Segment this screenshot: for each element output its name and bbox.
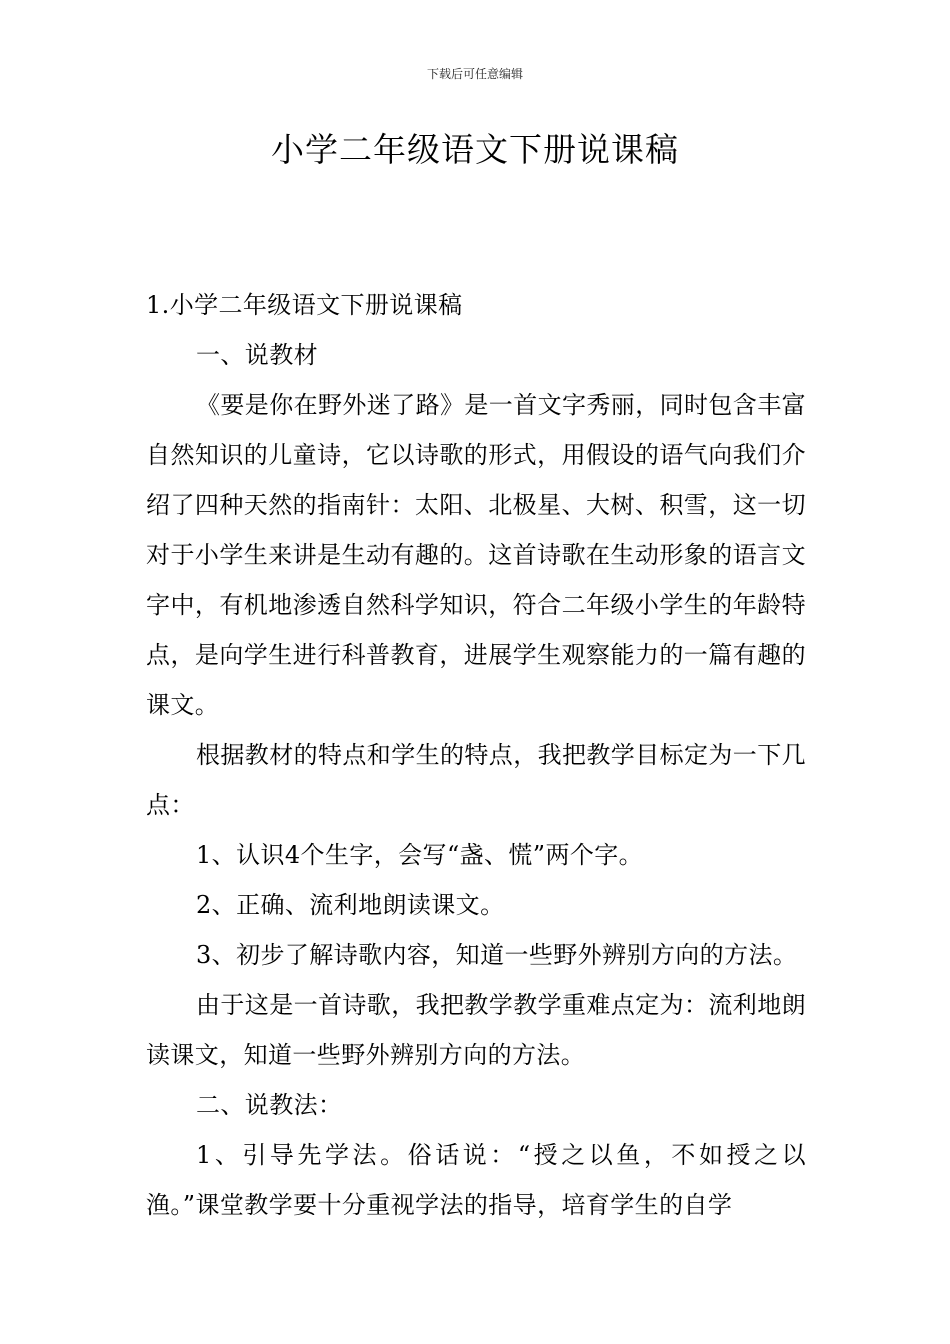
section-heading: 1.小学二年级语文下册说课稿 bbox=[146, 291, 463, 319]
list-item: 2、正确、流利地朗读课文。 bbox=[196, 891, 505, 919]
list-item: 1、认识4个生字，会写“盏、慌”两个字。 bbox=[196, 841, 644, 869]
document-body bbox=[146, 280, 806, 1230]
header-note: 下载后可任意编辑 bbox=[426, 67, 523, 81]
subsection-heading: 二、说教法： bbox=[196, 1091, 343, 1119]
subsection-heading: 一、说教材 bbox=[196, 341, 318, 369]
document-title: 小学二年级语文下册说课稿 bbox=[271, 130, 679, 169]
body-paragraph: 根据教材的特点和学生的特点，我把教学目标定为一下几点： bbox=[146, 741, 806, 819]
body-paragraph: 由于这是一首诗歌，我把教学教学重难点定为：流利地朗读课文，知道一些野外辨别方向的方法。 bbox=[146, 991, 806, 1069]
list-item: 3、初步了解诗歌内容，知道一些野外辨别方向的方法。 bbox=[196, 941, 798, 969]
body-paragraph: 《要是你在野外迷了路》是一首文字秀丽，同时包含丰富自然知识的儿童诗，它以诗歌的形式，用假设的语气向我们介绍了四种天然的指南针：太阳、北极星、大树、积雪，这一切对于小学生来讲是生动有趣的。这首诗歌在生动形象的语言文字中，有机地渗透自然科学知识，符合二年级小学生的年龄特点，是向学生进行科普教育，进展学生观察能力的一篇有趣的课文。 bbox=[146, 391, 806, 719]
body-paragraph: 1、引导先学法。俗话说：“授之以鱼，不如授之以渔。”课堂教学要十分重视学法的指导，培育学生的自学 bbox=[146, 1141, 806, 1219]
